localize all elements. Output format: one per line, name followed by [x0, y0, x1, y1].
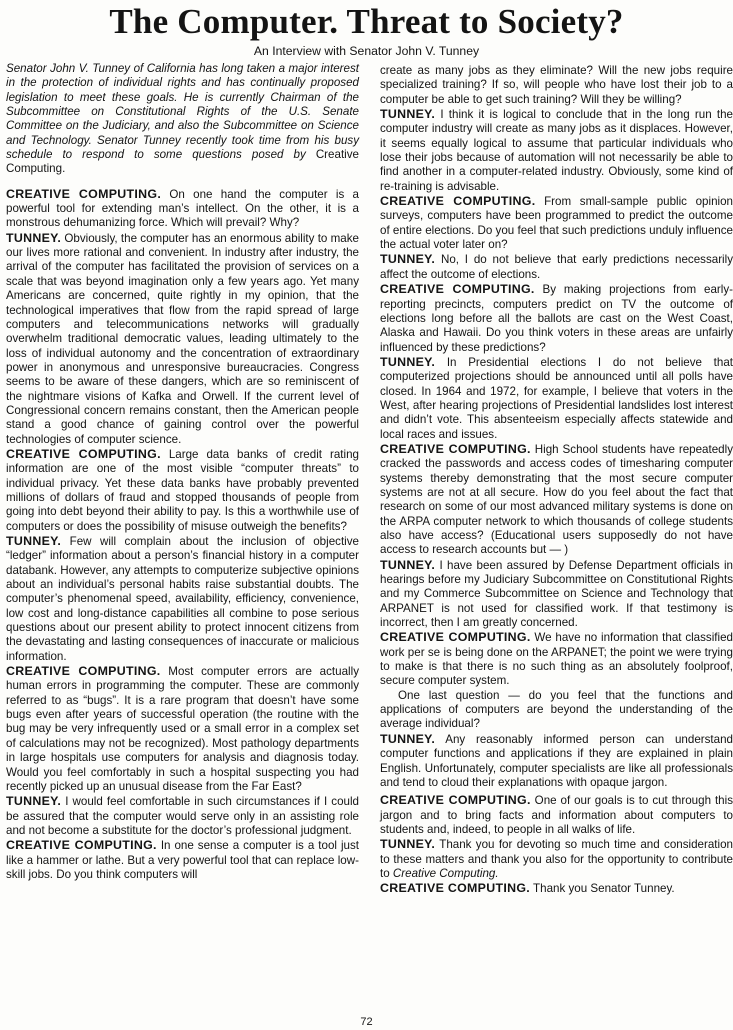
question-paragraph — [6, 187, 359, 231]
question-text: Most computer errors are actually human errors in programming the computer. These are commonly referred to as “bugs”. It is a rare program that doesn’t have some bugs even after years of successful operation (the routine with the bug may be very infrequently used or a small error in a complex set of calculations may not be recognized). Most pathology departments in large hospitals use computers for analysis and diagnosis today. Would you feel comfortably in such a hospital suspecting you had recently picked up an unusual disease from the Far East? — [6, 665, 359, 793]
intro-paragraph — [6, 62, 359, 177]
intro-magazine: Creative Computing. — [6, 148, 359, 176]
question-paragraph — [380, 442, 733, 558]
answer-paragraph — [6, 534, 359, 664]
answer-paragraph — [380, 107, 733, 194]
speaker-cc: CREATIVE COMPUTING. — [380, 194, 536, 209]
speaker-tunney: TUNNEY. — [380, 107, 436, 122]
speaker-cc: CREATIVE COMPUTING. — [380, 881, 531, 896]
right-column — [380, 64, 733, 897]
answer-paragraph — [380, 252, 733, 282]
answer-text: Few will complain about the inclusion of objective “ledger” information about a person’s financial history in a computer databank. However, any attempts to computerize subjective opinions about an individual’s personal habits raise substantial doubts. The computer’s phenomenal speed, availability, efficiency, convenience, low cost and long-distance capabilities all combine to pose serious questions about our present ability to protect innocent citizens from the devastating and lasting consequences of inaccurate or malicious information. — [6, 535, 359, 663]
speaker-tunney: TUNNEY. — [6, 230, 62, 245]
question-paragraph — [380, 282, 733, 355]
speaker-tunney: TUNNEY. — [380, 731, 436, 746]
answer-text: I think it is logical to conclude that in the long run the computer industry will create as many jobs as it displaces. However, it seems equally logical to assume that particular individuals who lose their jobs because of automation will not necessarily be able to find another in a computer-related industry. Obviously, some kind of re-training is advisable. — [380, 108, 733, 193]
question-text: On one hand the computer is a powerful tool for extending man’s intellect. On the other, it is a monstrous dehumanizing force. Which will prevail? Why? — [6, 187, 359, 230]
speaker-tunney: TUNNEY. — [380, 837, 436, 852]
answer-text: Any reasonably informed person can understand computer functions and applications if they are explained in plain English. Unfortunately, computer specialists are like all professionals and tend to cloud their explanations with opaque jargon. — [380, 732, 733, 789]
answer-paragraph — [380, 558, 733, 631]
closing-paragraph — [380, 881, 733, 896]
question-paragraph — [380, 630, 733, 688]
answer-paragraph — [380, 732, 733, 790]
question-text: We have no information that classified work per se is being done on the ARPANET; the point we were trying to make is that there is no such thing as an absolutely foolproof, secure computer system. — [380, 631, 733, 688]
question-text: One of our goals is to cut through this jargon and to bring facts and information about computers to students and, indeed, to people in all walks of life. — [380, 794, 733, 836]
speaker-tunney: TUNNEY. — [6, 794, 62, 809]
question-text: Large data banks of credit rating information are one of the most visible “computer threats” to individual privacy. Yet these data banks have probably prevented millions of dollars of fraud and stopped thousands of people from going into debt beyond their ability to pay. Is this a worthwhile use of computers or does the possibility of misuse outweigh the benefits? — [6, 447, 360, 533]
question-paragraph — [380, 793, 733, 837]
answer-text: I have been assured by Defense Department officials in hearings before my Judiciary Subcommittee on Constitutional Rights and my Commerce Subcommittee on Science and Technology that ARPANET is not used for classified work. If that testimony is incorrect, then I am greatly concerned. — [380, 558, 733, 630]
speaker-cc: CREATIVE COMPUTING. — [6, 664, 161, 679]
question-text: High School students have repeatedly cracked the passwords and access codes of timesharing computer systems thereby demonstrating that the most secure computer systems are not at all secure. How do you feel about the fact that research on some of our most advanced military systems is done on the ARPA computer network to which thousands of college students also have access? (Educational users supposedly do not have access to research accounts but — ) — [380, 442, 733, 557]
speaker-tunney: TUNNEY. — [6, 534, 62, 548]
question-paragraph — [6, 838, 359, 882]
answer-text: In Presidential elections I do not believe that computerized projections should be announced until all polls have closed. In 1964 and 1972, for example, I believe that voters in the West, after hearing projections of Presidential landslides lost interest and didn’t vote. This absenteeism especially affects statewide and local races and issues. — [380, 355, 733, 441]
page-number: 72 — [360, 1016, 373, 1028]
question-text: From small-sample public opinion surveys, computers have been programmed to predict the outcome of entire elections. Do you feel that such predictions unduly influence the actual voter later on? — [380, 195, 733, 252]
question-text: By making projections from early-reporting precincts, computers predict on TV the outcome of elections long before all the ballots are cast on the West Coast, Alaska and Hawaii. Do you think voters in these areas are unfairly influenced by these predictions? — [380, 283, 733, 354]
question-paragraph — [6, 664, 359, 794]
closing-text: Thank you Senator Tunney. — [533, 882, 675, 896]
answer-text: Thank you for devoting so much time and consideration to these matters and thank you also for the opportunity to contribute to — [380, 838, 733, 880]
answer-text: Obviously, the computer has an enormous ability to make our lives more rational and convenient. In industry after industry, the arrival of the computer has facilitated the provision of services on a scale that was beyond imagination only a few years ago. Yet many Americans are concerned, quite rightly in my opinion, that the technological imperatives that flow from the rapid spread of large computers and telecommunications networks will gradually overwhelm traditional democratic values, leading ultimately to the loss of individual autonomy and the concentration of extraordinary power in anonymous and unresponsive bureaucracies. Congress seems to be aware of these dangers, which are so reminiscent of the nightmare visions of Kafka and Orwell. If the current level of Congressional concern remains constant, then the American people stand a good chance of gaining control over the powerful technologies of computer science. — [6, 231, 359, 446]
speaker-cc: CREATIVE COMPUTING. — [380, 441, 531, 456]
article-subtitle: An Interview with Senator John V. Tunney — [253, 44, 480, 58]
question-paragraph — [380, 194, 733, 252]
answer-paragraph — [6, 231, 359, 447]
speaker-cc: CREATIVE COMPUTING. — [6, 186, 162, 201]
question-continuation: create as many jobs as they eliminate? Will the new jobs require specialized training? If so, will people who have lost their job to a computer be able to get such training? Will they be willing? — [380, 64, 733, 106]
speaker-tunney: TUNNEY. — [380, 557, 436, 572]
answer-paragraph — [380, 837, 733, 881]
speaker-cc: CREATIVE COMPUTING. — [380, 282, 535, 297]
question-paragraph: One last question — do you feel that the functions and applications of computers are beyond the understanding of the average individual? — [380, 688, 733, 731]
speaker-cc: CREATIVE COMPUTING. — [6, 446, 161, 461]
question-text: In one sense a computer is a tool just like a hammer or lathe. But a very powerful tool that can replace low-skill jobs. Do you think computers will — [6, 839, 359, 881]
speaker-cc: CREATIVE COMPUTING. — [380, 793, 531, 808]
speaker-tunney: TUNNEY. — [380, 354, 436, 369]
speaker-cc: CREATIVE COMPUTING. — [380, 630, 531, 645]
answer-paragraph — [380, 355, 733, 442]
speaker-cc: CREATIVE COMPUTING. — [6, 838, 157, 853]
article-title: The Computer. Threat to Society? — [109, 2, 624, 41]
speaker-tunney: TUNNEY. — [380, 252, 436, 267]
magazine-name: Creative Computing. — [392, 866, 499, 880]
answer-paragraph — [6, 794, 359, 838]
answer-text: No, I do not believe that early predictions necessarily affect the outcome of elections. — [380, 253, 733, 281]
intro-text: Senator John V. Tunney of California has long taken a major interest in the protection of individual rights and has continually proposed legislation to meet these goals. He is currently Chairman of the Subcommittee on Constitutional Rights of the U.S. Senate Committee on the Judiciary, and also the Subcommittee on Science and Technology. Senator Tunney recently took time from his busy schedule to respond to some questions posed by — [6, 62, 359, 162]
answer-text: I would feel comfortable in such circumstances if I could be assured that the computer would serve only in an assisting role and not become a substitute for the doctor’s professional judgment. — [6, 795, 359, 837]
left-column — [6, 62, 359, 882]
question-paragraph — [6, 447, 359, 534]
